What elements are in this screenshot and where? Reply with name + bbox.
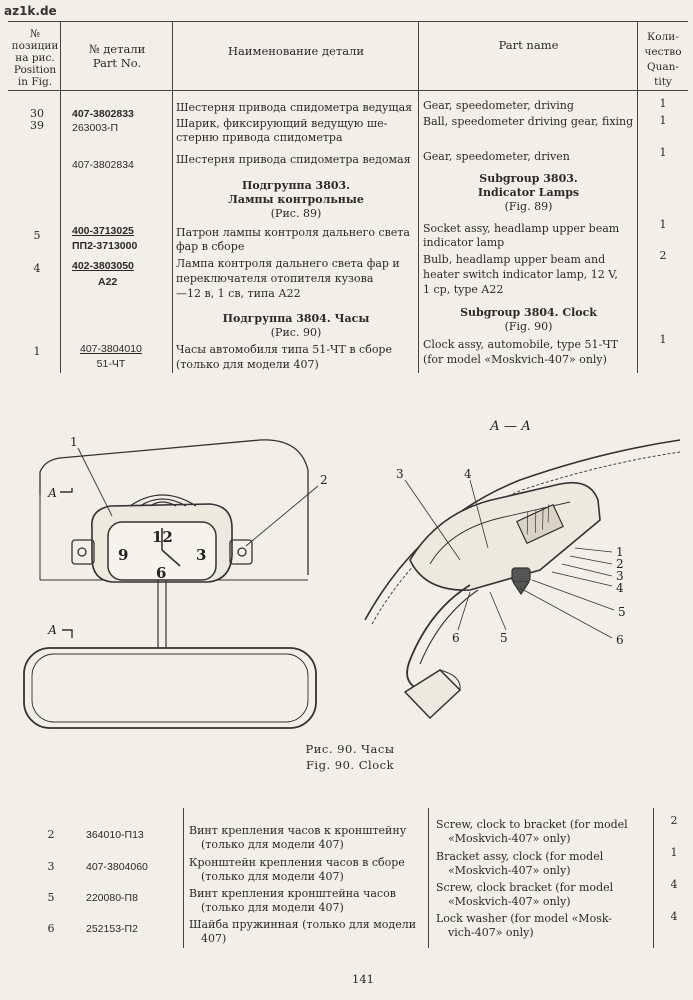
row6-name-ru: Часы автомобиля типа 51-ЧТ в сборе (только для модели 407) <box>176 343 392 371</box>
callout-1-right: 1 <box>616 545 624 559</box>
row5-position: 4 <box>33 262 41 275</box>
header-name-en: Part name <box>498 38 559 52</box>
bottom-row1-name-en: Screw, clock to bracket (for model «Moskvich-407» only) <box>436 818 628 845</box>
callout-6-right: 6 <box>616 633 624 647</box>
bottom-row3-qty: 4 <box>670 878 678 891</box>
table-top-rule <box>8 21 688 22</box>
row5-name-en: Bulb, headlamp upper beam and heater switch indicator lamp, 12 V, 1 cp, type A22 <box>423 253 618 296</box>
callout-5-right: 5 <box>618 605 626 619</box>
row1-part-no: 407-3802833 <box>72 108 134 120</box>
bottom-row3-part-no: 220080-П8 <box>86 892 138 904</box>
row6-position: 1 <box>33 345 41 358</box>
bottom-col-rule-2 <box>428 808 429 948</box>
bottom-row3-position: 5 <box>47 891 55 904</box>
bottom-row1-qty: 2 <box>670 814 678 827</box>
subgroup-3804-en: Subgroup 3804. Clock (Fig. 90) <box>460 306 597 333</box>
header-quantity: Коли- чество Quan- tity <box>644 31 682 88</box>
col-rule-3 <box>418 21 419 373</box>
row3-name-ru: Шестерня привода спидометра ведомая <box>176 153 411 166</box>
header-part-no: № детали Part No. <box>88 42 146 70</box>
row4-qty: 1 <box>659 218 667 231</box>
subgroup-3803-ru: Подгруппа 3803. Лампы контрольные (Рис. 89) <box>228 179 364 220</box>
bottom-row4-name-ru: Шайба пружинная (только для модели 407) <box>189 918 417 945</box>
row2-position: 39 <box>30 119 44 132</box>
callout-3-right: 3 <box>616 569 624 583</box>
subgroup-3803-en: Subgroup 3803. Indicator Lamps (Fig. 89) <box>477 172 580 213</box>
row2-name-en: Ball, speedometer driving gear, fixing <box>423 115 634 128</box>
row5-name-ru: Лампа контроля дальнего света фар и переключателя отопителя кузова —12 в, 1 св, типа А22 <box>176 257 400 300</box>
callout-6-bottom: 6 <box>452 631 460 645</box>
header-position: № позиции на рис. Position in Fig. <box>11 28 59 88</box>
bottom-row4-position: 6 <box>47 922 55 935</box>
row5-qty: 2 <box>659 249 667 262</box>
bottom-row4-qty: 4 <box>670 910 678 923</box>
callout-3-top: 3 <box>396 467 404 481</box>
dial-12: 12 <box>152 528 173 546</box>
row4-name-en: Socket assy, headlamp upper beam indicator lamp <box>423 222 620 249</box>
row1-name-en: Gear, speedometer, driving <box>423 99 574 112</box>
bottom-row2-position: 3 <box>47 860 55 873</box>
col-rule-1 <box>60 21 61 373</box>
dial-3: 3 <box>196 546 207 564</box>
callout-4-top: 4 <box>464 467 472 481</box>
row4-name-ru: Патрон лампы контроля дальнего света фар в сборе <box>176 226 410 253</box>
dial-6: 6 <box>156 564 167 582</box>
row1-position: 30 <box>30 107 44 120</box>
callout-5-bottom: 5 <box>500 631 508 645</box>
bottom-row2-name-en: Bracket assy, clock (for model «Moskvich-407» only) <box>436 850 604 877</box>
header-bottom-rule <box>8 90 688 91</box>
row2-part-no: 263003-П <box>72 122 119 134</box>
section-label: А — А <box>490 419 531 434</box>
bottom-row4-name-en: Lock washer (for model «Mosk- vich-407» only) <box>436 912 613 939</box>
cut-mark-bottom: А <box>48 623 58 637</box>
header-name-ru: Наименование детали <box>227 44 365 58</box>
bottom-row3-name-en: Screw, clock bracket (for model «Moskvich-407» only) <box>436 881 614 908</box>
bottom-row4-part-no: 252153-П2 <box>86 923 138 935</box>
row2-qty: 1 <box>659 114 667 127</box>
row2-name-ru: Шарик, фиксирующий ведущую шe- стерню привода спидометра <box>176 117 388 144</box>
right-view <box>365 440 680 718</box>
row3-name-en: Gear, speedometer, driven <box>423 150 570 163</box>
bottom-col-rule-1 <box>183 808 184 948</box>
figure-caption-en: Fig. 90. Clock <box>305 758 395 772</box>
bottom-row2-qty: 1 <box>670 846 678 859</box>
row6-qty: 1 <box>659 333 667 346</box>
callout-1-left: 1 <box>70 435 78 449</box>
row4-part-no: 400-3713025 ПП2-3713000 <box>72 225 138 252</box>
row5-part-no: 402-3803050 А22 <box>72 260 134 288</box>
bottom-row3-name-ru: Винт крепления кронштейна часов (только для модели 407) <box>189 887 396 914</box>
left-view <box>24 440 318 728</box>
callout-2-right: 2 <box>616 557 624 571</box>
page-number: 141 <box>352 972 374 986</box>
row3-qty: 1 <box>659 146 667 159</box>
bottom-row1-part-no: 364010-П13 <box>86 829 144 841</box>
col-rule-2 <box>172 21 173 373</box>
callout-2-left: 2 <box>320 473 328 487</box>
bottom-col-rule-3 <box>653 808 654 948</box>
callout-4-right: 4 <box>616 581 624 595</box>
bottom-row1-name-ru: Винт крепления часов к кронштейну (только для модели 407) <box>189 824 407 851</box>
row3-part-no: 407-3802834 <box>72 159 134 171</box>
clock-figure <box>0 380 693 790</box>
figure-caption-ru: Рис. 90. Часы <box>305 742 395 756</box>
subgroup-3804-ru: Подгруппа 3804. Часы (Рис. 90) <box>222 312 370 339</box>
bottom-row2-part-no: 407-3804060 <box>86 861 148 873</box>
bottom-row2-name-ru: Кронштейн крепления часов в сборе (только для модели 407) <box>189 856 405 883</box>
row1-qty: 1 <box>659 97 667 110</box>
site-watermark: az1k.de <box>4 4 57 18</box>
cut-mark-top: А <box>48 486 58 500</box>
row1-name-ru: Шестерня привода спидометра ведущая <box>176 101 413 114</box>
row6-part-no: 407-3804010 51-ЧТ <box>80 343 142 370</box>
row6-name-en: Clock assy, automobile, type 51-ЧТ (for model «Moskvich-407» only) <box>423 338 619 366</box>
bottom-row1-position: 2 <box>47 828 55 841</box>
row4-position: 5 <box>33 229 41 242</box>
dial-9: 9 <box>118 546 129 564</box>
